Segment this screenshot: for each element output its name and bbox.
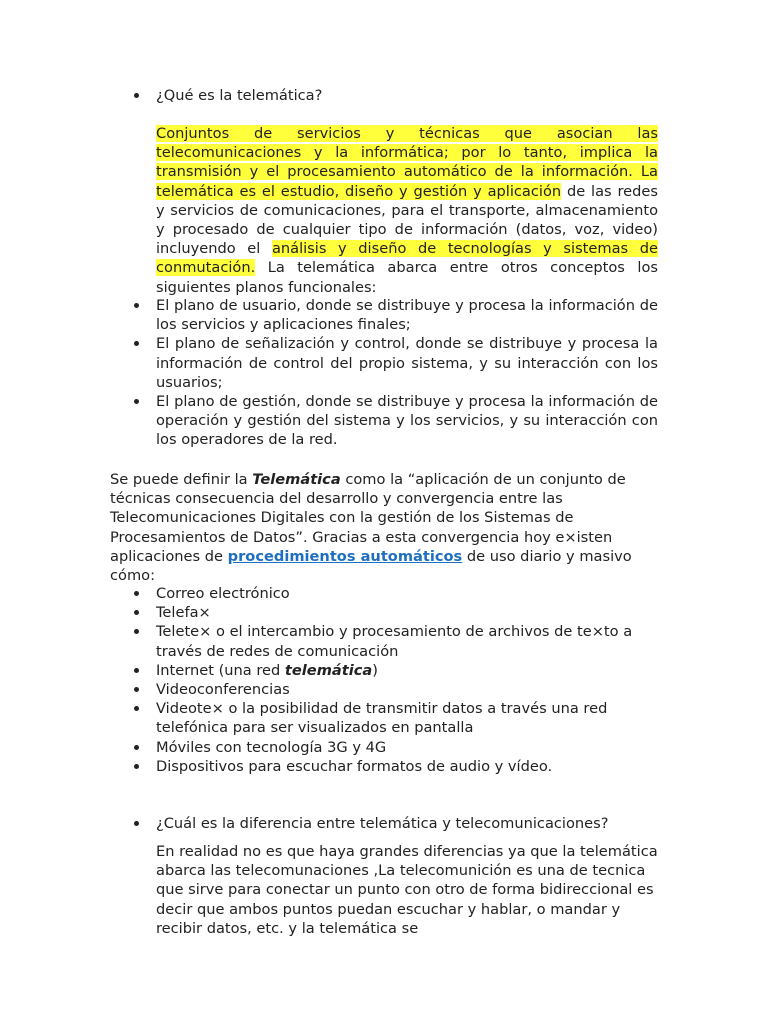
paragraph-text-end: La telemática abarca entre otros conceptos los siguientes planos funcionales: (156, 259, 658, 296)
paragraph-text: Se puede definir la (110, 471, 253, 488)
list-item: El plano de señalización y control, donde se distribuye y procesa la información de control del propio sistema, y su interacción con los usuarios; (156, 335, 658, 391)
list-item: Correo electrónico (156, 584, 656, 603)
list-item (156, 661, 656, 680)
list-item: Dispositivos para escuchar formatos de audio y vídeo. (156, 757, 656, 776)
bold-italic-term: telemática (284, 661, 373, 679)
definition-paragraph (156, 124, 658, 297)
highlighted-text-2: análisis y diseño de tecnologías y sistemas de conmutación. (156, 240, 658, 277)
telematics-definition-paragraph (110, 470, 650, 585)
list-item: Telete× o el intercambio y procesamiento de archivos de te×to a través de redes de comunicación (156, 622, 656, 660)
question-heading-2: ¿Cuál es la diferencia entre telemática y telecomunicaciones? (156, 814, 656, 833)
paragraph-text: como la “aplicación de un conjunto de técnicas consecuencia del desarrollo y convergencia entre las Telecomunicaciones Digitales con la gestión de los Sistemas de Procesamientos de Datos”. Gracias a esta convergencia hoy e×isten aplicaciones de (110, 471, 626, 565)
list-item: Telefa× (156, 603, 656, 622)
difference-paragraph: En realidad no es que haya grandes diferencias ya que la telemática abarca las telecomunaciones ,La telecomunición es una de tecnica que sirve para conectar un punto con otro de forma bidireccional es decir que ambos puntos puedan escuchar y hablar, o mandar y recibir datos, etc. y la telemática se (156, 843, 658, 937)
paragraph-text: de las redes y servicios de comunicaciones, para el transporte, almacenamiento y procesado de cualquier tipo de información (datos, voz, video) incluyendo el (156, 182, 658, 258)
procedimientos-link[interactable]: procedimientos automáticos (227, 547, 463, 565)
list-item: Videoconferencias (156, 680, 656, 699)
list-item: El plano de usuario, donde se distribuye y procesa la información de los servicios y aplicaciones finales; (156, 297, 658, 334)
list-item-text: ) (372, 661, 378, 679)
list-item: Videote× o la posibilidad de transmitir datos a través una red telefónica para ser visualizados en pantalla (156, 699, 656, 737)
applications-list (156, 584, 656, 776)
functional-planes-list (156, 296, 658, 450)
paragraph-text: de uso diario y masivo cómo: (110, 547, 632, 585)
list-item: Móviles con tecnología 3G y 4G (156, 738, 656, 757)
question-heading-1: ¿Qué es la telemática? (156, 86, 656, 105)
highlighted-text-1: Conjuntos de servicios y técnicas que asocian las telecomunicaciones y la informática; por lo tanto, implica la transmisión y el procesamiento automático de la información. La telemática es el estudio, diseño y gestión y aplicación (156, 125, 658, 200)
list-item-text: Internet (una red (156, 661, 285, 679)
list-item: El plano de gestión, donde se distribuye y procesa la información de operación y gestión del sistema y los servicios, y su interacción con los operadores de la red. (156, 393, 658, 449)
bold-term: Telemática (252, 471, 341, 488)
